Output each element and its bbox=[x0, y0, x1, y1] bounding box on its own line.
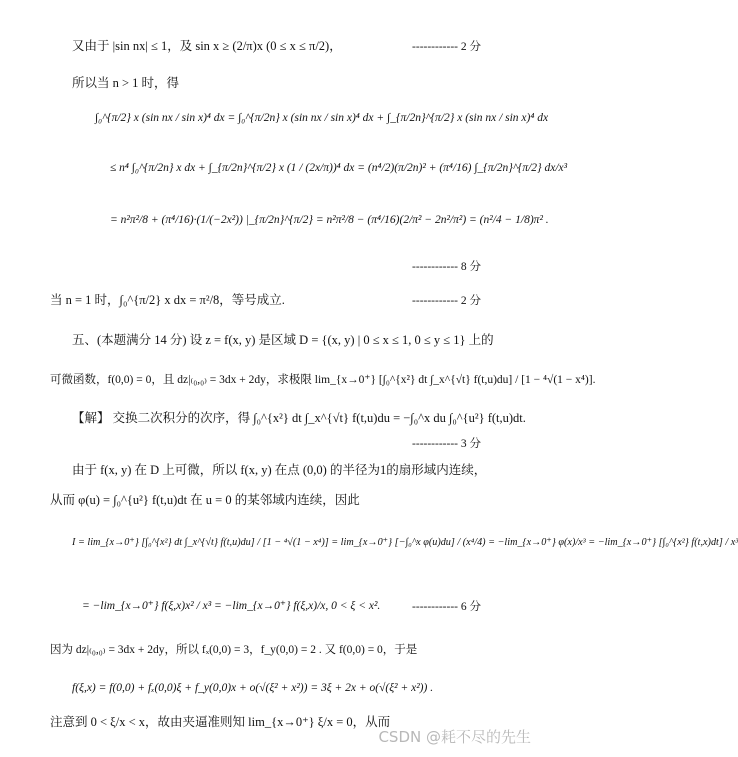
equation-4 bbox=[0, 535, 738, 555]
equation-text: ∫₀^{π/2} x (sin nx / sin x)⁴ dx = ∫₀^{π/2n} x (sin nx / sin x)⁴ dx + ∫_{π/2n}^{π/2} x (sin nx / sin x)⁴ dx bbox=[95, 112, 549, 124]
line-16 bbox=[0, 642, 543, 662]
equation-3 bbox=[0, 212, 549, 232]
line-13 bbox=[0, 492, 543, 512]
problem-statement bbox=[0, 372, 596, 392]
line-text: 因为 dz|₍₀,₀₎ = 3dx + 2dy，所以 fₓ(0,0) = 3，f_y(0,0) = 2 . 又 f(0,0) = 0，于是 bbox=[50, 644, 418, 656]
line-12 bbox=[0, 462, 543, 482]
score-mark: ------------ 2 分 bbox=[412, 295, 481, 307]
score-mark: ------------ 8 分 bbox=[412, 261, 481, 273]
equation-text: f(ξ,x) = f(0,0) + fₓ(0,0)ξ + f_y(0,0)x + o(√(ξ² + x²)) = 3ξ + 2x + o(√(ξ² + x²)) . bbox=[72, 682, 434, 694]
problem-heading bbox=[0, 332, 543, 352]
equation-5 bbox=[0, 598, 543, 618]
equation-2 bbox=[0, 160, 568, 180]
score-mark: ------------ 2 分 bbox=[412, 41, 481, 53]
line-text: 五、(本题满分 14 分) 设 z = f(x, y) 是区域 D = {(x, y) | 0 ≤ x ≤ 1, 0 ≤ y ≤ 1} 上的 bbox=[72, 333, 494, 347]
line-text: 当 n = 1 时，∫₀^{π/2} x dx = π²/8，等号成立. bbox=[50, 293, 285, 307]
equation-text: = −lim_{x→0⁺} f(ξ,x)x² / x³ = −lim_{x→0⁺} f(ξ,x)/x, 0 < ξ < x². bbox=[82, 600, 381, 612]
line-text: 所以当 n > 1 时，得 bbox=[72, 76, 180, 90]
equation-text: = n²π²/8 + (π⁴/16)·(1/(−2x²)) |_{π/2n}^{π/2} = n²π²/8 − (π⁴/16)(2/π² − 2n²/π²) = (n²/4 − 1/8)π² . bbox=[110, 214, 549, 226]
line-text: 注意到 0 < ξ/x < x，故由夹逼准则知 lim_{x→0⁺} ξ/x = 0，从而 bbox=[50, 715, 391, 729]
line-2 bbox=[0, 75, 543, 95]
line-text: 可微函数，f(0,0) = 0，且 dz|₍₀,₀₎ = 3dx + 2dy，求极限 lim_{x→0⁺} [∫₀^{x²} dt ∫_x^{√t} f(t,u)du] / [1 − ⁴√(1 − x⁴)]. bbox=[50, 374, 596, 386]
watermark: CSDN @耗不尽的先生 bbox=[378, 728, 531, 746]
equation-1 bbox=[0, 110, 549, 130]
line-text: 从而 φ(u) = ∫₀^{u²} f(t,u)dt 在 u = 0 的某邻域内连续，因此 bbox=[50, 493, 360, 507]
equation-text: ≤ n⁴ ∫₀^{π/2n} x dx + ∫_{π/2n}^{π/2} x (1 / (2x/π))⁴ dx = (n⁴/2)(π/2n)² + (π⁴/16) ∫_{π/2n}^{π/2} dx/x³ bbox=[110, 162, 568, 174]
equation-6 bbox=[0, 680, 543, 700]
equation-text: I = lim_{x→0⁺} [∫₀^{x²} dt ∫_x^{√t} f(t,u)du] / [1 − ⁴√(1 − x⁴)] = lim_{x→0⁺} [−∫₀^x φ(u)du] / (x⁴/4) = −lim_{x→0⁺} φ(x)/x³ = −lim_{x→0⁺} [∫₀^{x²} f(t,x)dt] / x³ bbox=[72, 537, 738, 548]
score-mark: ------------ 3 分 bbox=[412, 438, 481, 450]
line-1 bbox=[0, 38, 543, 58]
line-7 bbox=[0, 292, 543, 312]
score-line bbox=[0, 435, 543, 455]
solution-start bbox=[0, 410, 543, 430]
score-mark: ------------ 6 分 bbox=[412, 601, 481, 613]
line-text: 【解】 交换二次积分的次序，得 ∫₀^{x²} dt ∫_x^{√t} f(t,u)du = −∫₀^x du ∫₀^{u²} f(t,u)dt. bbox=[72, 411, 526, 425]
line-text: 又由于 |sin nx| ≤ 1，及 sin x ≥ (2/π)x (0 ≤ x ≤ π/2)， bbox=[72, 39, 342, 53]
line-text: 由于 f(x, y) 在 D 上可微，所以 f(x, y) 在点 (0,0) 的半径为1的扇形域内连续， bbox=[72, 463, 487, 477]
score-line bbox=[0, 258, 543, 278]
